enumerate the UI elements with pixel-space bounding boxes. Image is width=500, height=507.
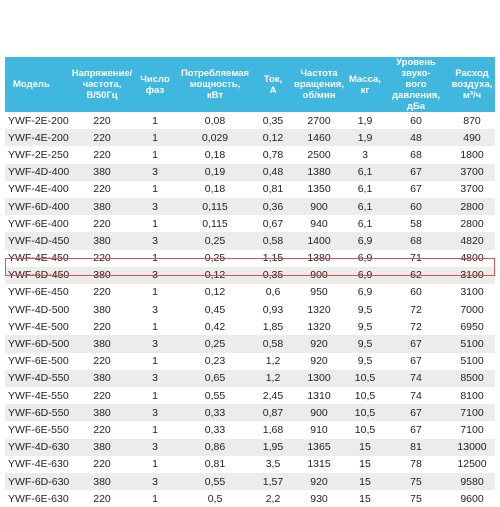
cell-phases: 3 [135,267,175,284]
cell-mass: 9,5 [347,301,383,318]
cell-model: YWF-2E-250 [5,146,69,163]
cell-model: YWF-6D-630 [5,473,69,490]
header-voltage: Напряжение/ частота, В/50Гц [69,57,135,112]
cell-power: 0,18 [175,181,255,198]
cell-airflow: 9580 [449,473,495,490]
cell-voltage: 220 [69,215,135,232]
cell-voltage: 220 [69,129,135,146]
cell-noise: 67 [383,353,449,370]
cell-airflow: 12500 [449,456,495,473]
cell-phases: 3 [135,439,175,456]
table-row [5,335,495,352]
header-noise: Уровень звуко- вого давления, дБа [383,57,449,112]
cell-voltage: 220 [69,284,135,301]
cell-airflow: 13000 [449,439,495,456]
cell-rpm: 2500 [291,146,347,163]
cell-model: YWF-4E-400 [5,181,69,198]
cell-mass: 6,1 [347,198,383,215]
cell-rpm: 900 [291,198,347,215]
cell-noise: 58 [383,215,449,232]
cell-mass: 10,5 [347,387,383,404]
cell-voltage: 220 [69,112,135,129]
table-header [5,57,495,112]
cell-noise: 81 [383,439,449,456]
cell-model: YWF-4D-630 [5,439,69,456]
cell-noise: 60 [383,198,449,215]
cell-voltage: 220 [69,250,135,267]
cell-current: 1,2 [255,353,291,370]
cell-power: 0,25 [175,232,255,249]
cell-phases: 1 [135,284,175,301]
cell-voltage: 380 [69,232,135,249]
cell-power: 0,81 [175,456,255,473]
cell-airflow: 7100 [449,404,495,421]
cell-voltage: 220 [69,353,135,370]
cell-mass: 1,9 [347,112,383,129]
cell-power: 0,12 [175,284,255,301]
cell-rpm: 910 [291,421,347,438]
cell-current: 0,35 [255,112,291,129]
cell-noise: 75 [383,473,449,490]
table-row [5,267,495,284]
cell-current: 0,58 [255,335,291,352]
table-row [5,112,495,129]
cell-current: 0,6 [255,284,291,301]
cell-model: YWF-4E-550 [5,387,69,404]
cell-mass: 6,9 [347,284,383,301]
table-row [5,490,495,507]
cell-mass: 9,5 [347,318,383,335]
cell-noise: 72 [383,301,449,318]
cell-rpm: 1460 [291,129,347,146]
cell-phases: 1 [135,129,175,146]
cell-noise: 67 [383,421,449,438]
cell-power: 0,65 [175,370,255,387]
cell-mass: 6,9 [347,250,383,267]
cell-phases: 1 [135,250,175,267]
cell-mass: 10,5 [347,421,383,438]
table-row [5,215,495,232]
cell-airflow: 7100 [449,421,495,438]
cell-noise: 67 [383,335,449,352]
cell-voltage: 380 [69,404,135,421]
table-row [5,198,495,215]
cell-mass: 10,5 [347,404,383,421]
cell-rpm: 940 [291,215,347,232]
cell-noise: 68 [383,232,449,249]
cell-noise: 72 [383,318,449,335]
cell-power: 0,19 [175,164,255,181]
cell-mass: 6,1 [347,181,383,198]
fan-spec-table [5,57,495,507]
table-row [5,421,495,438]
cell-rpm: 1315 [291,456,347,473]
table-row [5,404,495,421]
cell-model: YWF-6E-500 [5,353,69,370]
cell-noise: 60 [383,284,449,301]
cell-mass: 15 [347,490,383,507]
cell-rpm: 1380 [291,164,347,181]
cell-current: 2,2 [255,490,291,507]
cell-phases: 3 [135,370,175,387]
cell-power: 0,115 [175,215,255,232]
cell-current: 1,95 [255,439,291,456]
cell-mass: 1,9 [347,129,383,146]
cell-mass: 3 [347,146,383,163]
table-row [5,146,495,163]
cell-mass: 9,5 [347,335,383,352]
table-row [5,318,495,335]
cell-phases: 1 [135,146,175,163]
cell-phases: 3 [135,232,175,249]
cell-airflow: 7000 [449,301,495,318]
cell-voltage: 220 [69,318,135,335]
cell-phases: 1 [135,112,175,129]
cell-airflow: 9600 [449,490,495,507]
cell-rpm: 930 [291,490,347,507]
cell-airflow: 2800 [449,215,495,232]
cell-noise: 78 [383,456,449,473]
cell-power: 0,86 [175,439,255,456]
cell-mass: 6,9 [347,232,383,249]
cell-airflow: 5100 [449,335,495,352]
header-airflow: Расход воздуха, м³/ч [449,57,495,112]
cell-power: 0,33 [175,404,255,421]
cell-current: 3,5 [255,456,291,473]
cell-model: YWF-6E-550 [5,421,69,438]
table-row [5,370,495,387]
table-row [5,181,495,198]
cell-current: 0,78 [255,146,291,163]
table-row [5,456,495,473]
cell-model: YWF-4D-500 [5,301,69,318]
cell-rpm: 1320 [291,318,347,335]
cell-rpm: 920 [291,473,347,490]
cell-phases: 1 [135,490,175,507]
cell-mass: 10,5 [347,370,383,387]
cell-current: 0,36 [255,198,291,215]
cell-voltage: 220 [69,421,135,438]
cell-rpm: 1350 [291,181,347,198]
cell-phases: 3 [135,335,175,352]
cell-voltage: 380 [69,335,135,352]
cell-rpm: 1310 [291,387,347,404]
cell-noise: 71 [383,250,449,267]
cell-airflow: 3700 [449,164,495,181]
cell-power: 0,115 [175,198,255,215]
cell-voltage: 220 [69,181,135,198]
cell-power: 0,55 [175,473,255,490]
cell-noise: 60 [383,112,449,129]
table-row [5,473,495,490]
header-rpm: Частота вращения, об/мин [291,57,347,112]
cell-model: YWF-6D-400 [5,198,69,215]
cell-model: YWF-2E-200 [5,112,69,129]
cell-voltage: 380 [69,267,135,284]
cell-power: 0,029 [175,129,255,146]
cell-mass: 6,1 [347,215,383,232]
header-current: Ток, А [255,57,291,112]
cell-mass: 15 [347,473,383,490]
cell-rpm: 900 [291,404,347,421]
cell-power: 0,18 [175,146,255,163]
table-row [5,250,495,267]
table-row [5,232,495,249]
cell-model: YWF-4D-450 [5,232,69,249]
cell-current: 0,87 [255,404,291,421]
cell-airflow: 3100 [449,284,495,301]
cell-airflow: 2800 [449,198,495,215]
cell-noise: 67 [383,404,449,421]
cell-model: YWF-6E-450 [5,284,69,301]
header-row [5,57,495,112]
cell-power: 0,25 [175,250,255,267]
cell-power: 0,42 [175,318,255,335]
cell-power: 0,5 [175,490,255,507]
cell-rpm: 1320 [291,301,347,318]
cell-airflow: 3100 [449,267,495,284]
cell-power: 0,23 [175,353,255,370]
cell-current: 0,67 [255,215,291,232]
cell-airflow: 3700 [449,181,495,198]
cell-noise: 68 [383,146,449,163]
cell-airflow: 6950 [449,318,495,335]
cell-mass: 9,5 [347,353,383,370]
cell-voltage: 380 [69,301,135,318]
cell-voltage: 380 [69,164,135,181]
cell-noise: 62 [383,267,449,284]
cell-phases: 1 [135,421,175,438]
cell-model: YWF-4E-450 [5,250,69,267]
cell-power: 0,55 [175,387,255,404]
cell-voltage: 380 [69,439,135,456]
cell-current: 0,48 [255,164,291,181]
cell-power: 0,12 [175,267,255,284]
cell-mass: 15 [347,456,383,473]
cell-voltage: 220 [69,456,135,473]
cell-current: 1,15 [255,250,291,267]
cell-airflow: 5100 [449,353,495,370]
table-row [5,284,495,301]
cell-voltage: 380 [69,473,135,490]
cell-rpm: 920 [291,335,347,352]
cell-airflow: 4800 [449,250,495,267]
table-body [5,112,495,507]
cell-power: 0,33 [175,421,255,438]
cell-model: YWF-6D-500 [5,335,69,352]
cell-current: 0,35 [255,267,291,284]
cell-phases: 3 [135,164,175,181]
cell-phases: 1 [135,181,175,198]
cell-airflow: 870 [449,112,495,129]
cell-phases: 1 [135,353,175,370]
cell-rpm: 1300 [291,370,347,387]
cell-noise: 75 [383,490,449,507]
cell-model: YWF-4D-400 [5,164,69,181]
cell-phases: 1 [135,215,175,232]
cell-current: 1,57 [255,473,291,490]
table-row [5,129,495,146]
cell-phases: 3 [135,473,175,490]
cell-rpm: 1380 [291,250,347,267]
cell-noise: 48 [383,129,449,146]
cell-model: YWF-6D-450 [5,267,69,284]
cell-mass: 6,1 [347,164,383,181]
cell-model: YWF-6D-550 [5,404,69,421]
cell-phases: 1 [135,456,175,473]
cell-phases: 1 [135,318,175,335]
cell-current: 2,45 [255,387,291,404]
cell-model: YWF-4D-550 [5,370,69,387]
cell-current: 0,12 [255,129,291,146]
cell-voltage: 220 [69,146,135,163]
cell-noise: 67 [383,164,449,181]
cell-model: YWF-6E-400 [5,215,69,232]
cell-model: YWF-6E-630 [5,490,69,507]
cell-current: 0,58 [255,232,291,249]
cell-phases: 3 [135,404,175,421]
cell-power: 0,08 [175,112,255,129]
cell-model: YWF-4E-500 [5,318,69,335]
cell-voltage: 380 [69,198,135,215]
cell-noise: 67 [383,181,449,198]
cell-current: 1,2 [255,370,291,387]
cell-phases: 3 [135,301,175,318]
cell-airflow: 4820 [449,232,495,249]
cell-power: 0,45 [175,301,255,318]
table-row [5,164,495,181]
header-power: Потребляемая мощность, кВт [175,57,255,112]
cell-airflow: 490 [449,129,495,146]
table-row [5,439,495,456]
cell-mass: 6,9 [347,267,383,284]
cell-model: YWF-4E-200 [5,129,69,146]
cell-rpm: 900 [291,267,347,284]
table-row [5,301,495,318]
cell-voltage: 220 [69,387,135,404]
cell-phases: 1 [135,387,175,404]
cell-voltage: 220 [69,490,135,507]
cell-current: 0,93 [255,301,291,318]
table-row [5,353,495,370]
cell-current: 1,68 [255,421,291,438]
header-model: Модель [5,57,69,112]
cell-voltage: 380 [69,370,135,387]
header-phases: Число фаз [135,57,175,112]
header-mass: Масса, кг [347,57,383,112]
cell-power: 0,25 [175,335,255,352]
cell-current: 1,85 [255,318,291,335]
cell-airflow: 8100 [449,387,495,404]
cell-airflow: 8500 [449,370,495,387]
cell-phases: 3 [135,198,175,215]
cell-rpm: 1365 [291,439,347,456]
cell-model: YWF-4E-630 [5,456,69,473]
cell-current: 0,81 [255,181,291,198]
table-row [5,387,495,404]
cell-rpm: 950 [291,284,347,301]
cell-rpm: 2700 [291,112,347,129]
cell-noise: 74 [383,370,449,387]
cell-noise: 74 [383,387,449,404]
cell-mass: 15 [347,439,383,456]
cell-rpm: 1400 [291,232,347,249]
cell-airflow: 1800 [449,146,495,163]
cell-rpm: 920 [291,353,347,370]
